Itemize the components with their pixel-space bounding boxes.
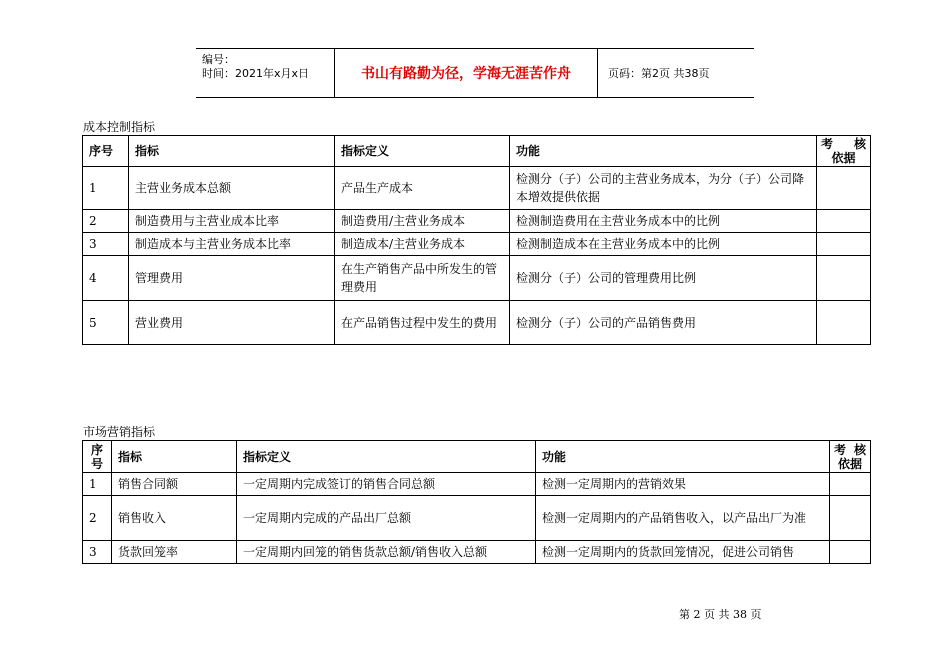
header-basis-line-2: 依据: [837, 456, 862, 471]
cell-seq: 4: [83, 256, 129, 301]
cell-definition: 在生产销售产品中所发生的管理费用: [335, 256, 510, 301]
cell-basis: [817, 233, 871, 256]
market-marketing-table: [82, 440, 871, 564]
cell-basis: [830, 496, 871, 541]
page-header: [196, 48, 754, 98]
cell-basis: [830, 541, 871, 564]
cell-basis: [817, 256, 871, 301]
cell-basis: [817, 301, 871, 345]
header-indicator: 指标: [129, 136, 335, 167]
cell-basis: [817, 167, 871, 210]
table-header-row: [83, 136, 871, 167]
header-basis: [830, 441, 871, 473]
cell-function: 检测分（子）公司的产品销售费用: [510, 301, 817, 345]
header-basis: [817, 136, 871, 167]
cell-basis: [817, 210, 871, 233]
header-basis-char-2: 核: [853, 442, 866, 457]
header-meta: [196, 49, 334, 97]
cell-definition: 一定周期内回笼的销售货款总额/销售收入总额: [237, 541, 536, 564]
cell-indicator: 货款回笼率: [112, 541, 237, 564]
cost-control-table: [82, 135, 871, 345]
cost-section-caption: 成本控制指标: [83, 120, 156, 134]
cell-seq: 1: [83, 167, 129, 210]
header-basis-char-2: 核: [853, 137, 866, 151]
cell-seq: 3: [83, 233, 129, 256]
cell-indicator: 制造成本与主营业务成本比率: [129, 233, 335, 256]
cell-definition: 一定周期内完成签订的销售合同总额: [237, 473, 536, 496]
table-row: [83, 233, 871, 256]
cell-function: 检测一定周期内的营销效果: [536, 473, 830, 496]
page-footer: 第 2 页 共 38 页: [679, 608, 762, 621]
header-seq: 序号: [83, 136, 129, 167]
cell-definition: 制造费用/主营业务成本: [335, 210, 510, 233]
cell-definition: 产品生产成本: [335, 167, 510, 210]
document-time-label: 时间：2021年x月x日: [202, 67, 310, 80]
cell-function: 检测分（子）公司的主营业务成本，为分（子）公司降本增效提供依据: [510, 167, 817, 210]
document-number-label: 编号：: [202, 53, 235, 66]
table-row: [83, 167, 871, 210]
header-motto: 书山有路勤为径，学海无涯苦作舟: [334, 49, 598, 97]
cell-seq: 5: [83, 301, 129, 345]
cell-definition: 在产品销售过程中发生的费用: [335, 301, 510, 345]
table-row: [83, 496, 871, 541]
header-seq: [83, 441, 112, 473]
cell-indicator: 主营业务成本总额: [129, 167, 335, 210]
cell-seq: 2: [83, 210, 129, 233]
table-row: [83, 210, 871, 233]
cell-indicator: 制造费用与主营业成本比率: [129, 210, 335, 233]
table-header-row: [83, 441, 871, 473]
table-row: [83, 301, 871, 345]
cell-definition: 制造成本/主营业务成本: [335, 233, 510, 256]
cell-basis: [830, 473, 871, 496]
table-row: [83, 541, 871, 564]
market-section-caption: 市场营销指标: [83, 425, 156, 439]
cell-indicator: 营业费用: [129, 301, 335, 345]
header-definition: 指标定义: [335, 136, 510, 167]
header-basis-line-2: 依据: [831, 151, 856, 165]
cell-indicator: 管理费用: [129, 256, 335, 301]
cell-function: 检测一定周期内的货款回笼情况，促进公司销售: [536, 541, 830, 564]
cell-seq: 1: [83, 473, 112, 496]
cell-function: 检测制造费用在主营业务成本中的比例: [510, 210, 817, 233]
header-indicator: 指标: [112, 441, 237, 473]
header-definition: 指标定义: [237, 441, 536, 473]
cell-definition: 一定周期内完成的产品出厂总额: [237, 496, 536, 541]
header-function: 功能: [536, 441, 830, 473]
cell-function: 检测制造成本在主营业务成本中的比例: [510, 233, 817, 256]
cell-indicator: 销售合同额: [112, 473, 237, 496]
header-function: 功能: [510, 136, 817, 167]
header-seq-line-1: 序: [90, 442, 103, 457]
table-row: [83, 473, 871, 496]
table-row: [83, 256, 871, 301]
header-basis-char-1: 考: [834, 442, 847, 457]
cell-seq: 2: [83, 496, 112, 541]
cell-indicator: 销售收入: [112, 496, 237, 541]
header-basis-char-1: 考: [821, 137, 834, 151]
cell-function: 检测分（子）公司的管理费用比例: [510, 256, 817, 301]
header-page-code: 页码：第2页 共38页: [608, 67, 710, 80]
cell-seq: 3: [83, 541, 112, 564]
cell-function: 检测一定周期内的产品销售收入，以产品出厂为准: [536, 496, 830, 541]
header-seq-line-2: 号: [90, 456, 103, 471]
